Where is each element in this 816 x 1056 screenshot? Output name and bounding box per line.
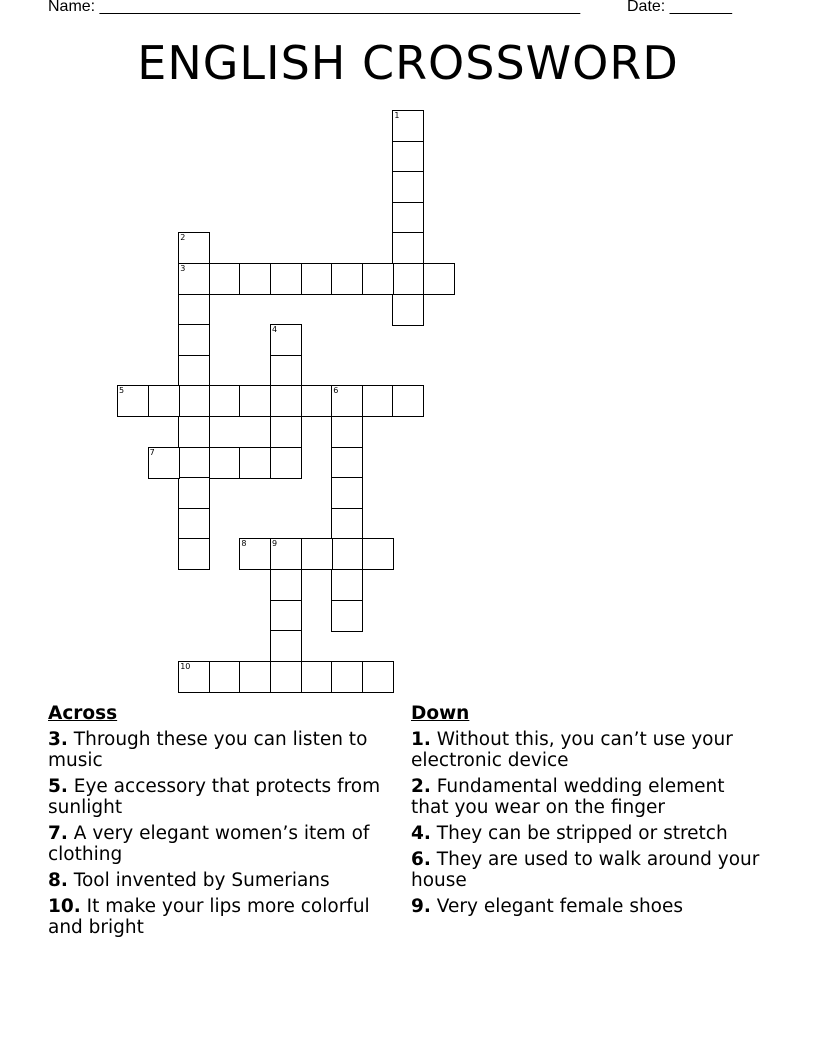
- grid-cell[interactable]: [270, 324, 302, 356]
- grid-cell[interactable]: [362, 661, 394, 693]
- name-field[interactable]: Name: ______________________________________________________: [48, 0, 581, 15]
- grid-cell[interactable]: [301, 661, 333, 693]
- grid-cell[interactable]: [392, 232, 424, 264]
- grid-cell[interactable]: [392, 171, 424, 203]
- grid-cell[interactable]: [331, 661, 363, 693]
- down-clue: [411, 896, 761, 917]
- down-clue: [411, 849, 761, 891]
- clue-number: 9.: [411, 896, 431, 917]
- grid-cell[interactable]: [270, 538, 302, 570]
- grid-cell[interactable]: [270, 416, 302, 448]
- grid-cell[interactable]: [270, 385, 302, 417]
- clue-text: Without this, you can’t use your electronic device: [411, 729, 733, 771]
- grid-cell[interactable]: [178, 538, 210, 570]
- grid-cell[interactable]: [148, 385, 180, 417]
- clue-number: 6.: [411, 849, 431, 870]
- grid-cell[interactable]: [209, 263, 241, 295]
- clue-text: They are used to walk around your house: [411, 849, 760, 891]
- grid-cell[interactable]: [392, 202, 424, 234]
- down-clue: [411, 823, 761, 844]
- clue-number: 4.: [411, 823, 431, 844]
- grid-cell[interactable]: [331, 263, 363, 295]
- clue-text: A very elegant women’s item of clothing: [48, 823, 370, 865]
- grid-cell[interactable]: [270, 600, 302, 632]
- grid-cell[interactable]: [178, 416, 210, 448]
- grid-cell[interactable]: [331, 600, 363, 632]
- across-clues: [48, 703, 398, 943]
- grid-cell[interactable]: [331, 385, 363, 417]
- clue-text: It make your lips more colorful and bright: [48, 896, 370, 938]
- grid-cell[interactable]: [270, 447, 302, 479]
- grid-cell[interactable]: [239, 538, 271, 570]
- clue-text: Very elegant female shoes: [430, 896, 684, 917]
- grid-cell[interactable]: [148, 447, 180, 479]
- clue-text: They can be stripped or stretch: [430, 823, 728, 844]
- clue-text: Eye accessory that protects from sunlight: [48, 776, 381, 818]
- grid-cell[interactable]: [331, 538, 363, 570]
- across-heading: Across: [48, 703, 118, 724]
- grid-cell[interactable]: [239, 263, 271, 295]
- grid-cell[interactable]: [392, 385, 424, 417]
- grid-cell[interactable]: [178, 294, 210, 326]
- grid-cell[interactable]: [209, 661, 241, 693]
- grid-cell[interactable]: [178, 263, 210, 295]
- grid-cell[interactable]: [270, 355, 302, 387]
- clue-number: 5.: [48, 776, 68, 797]
- grid-cell[interactable]: [178, 661, 210, 693]
- clue-number: 10.: [48, 896, 81, 917]
- down-heading: Down: [411, 703, 470, 724]
- across-clue: [48, 729, 398, 771]
- grid-cell[interactable]: [178, 232, 210, 264]
- grid-cell[interactable]: [270, 630, 302, 662]
- grid-cell[interactable]: [301, 385, 333, 417]
- grid-cell[interactable]: [392, 141, 424, 173]
- grid-cell[interactable]: [392, 110, 424, 142]
- clue-number: 8.: [48, 870, 68, 891]
- down-clue: [411, 776, 761, 818]
- grid-cell[interactable]: [239, 447, 271, 479]
- down-clues: [411, 703, 761, 922]
- page-title: ENGLISH CROSSWORD: [137, 36, 679, 90]
- grid-cell[interactable]: [178, 447, 210, 479]
- grid-cell[interactable]: [178, 324, 210, 356]
- clue-number: 10: [180, 661, 191, 671]
- across-clue: [48, 776, 398, 818]
- clue-number: 2: [180, 233, 186, 243]
- grid-cell[interactable]: [270, 661, 302, 693]
- clue-number: 9: [272, 539, 278, 549]
- clue-number: 6: [333, 386, 339, 396]
- clue-number: 8: [241, 539, 247, 549]
- clue-number: 3: [180, 264, 186, 273]
- clue-number: 5: [119, 386, 125, 396]
- clue-number: 7: [149, 447, 155, 457]
- clue-number: 1: [394, 111, 400, 120]
- grid-cell[interactable]: [331, 508, 363, 540]
- grid-cell[interactable]: [239, 661, 271, 693]
- down-clue: [411, 729, 761, 771]
- grid-cell[interactable]: [331, 416, 363, 448]
- clue-text: Through these you can listen to music: [48, 729, 368, 771]
- across-clue: [48, 823, 398, 865]
- clue-number: 2.: [411, 776, 431, 797]
- grid-cell[interactable]: [239, 385, 271, 417]
- grid-cell[interactable]: [392, 294, 424, 326]
- grid-cell[interactable]: [423, 263, 455, 295]
- clue-number: 4: [272, 325, 278, 335]
- across-clue: [48, 896, 398, 938]
- grid-cell[interactable]: [178, 355, 210, 387]
- clue-text: Tool invented by Sumerians: [67, 870, 330, 891]
- grid-cell[interactable]: [209, 385, 241, 417]
- across-clue: [48, 870, 398, 891]
- grid-cell[interactable]: [362, 385, 394, 417]
- grid-cell[interactable]: [301, 263, 333, 295]
- date-field[interactable]: Date: _______: [627, 0, 732, 15]
- grid-cell[interactable]: [331, 447, 363, 479]
- grid-cell[interactable]: [362, 263, 394, 295]
- clue-text: Fundamental wedding element that you wear on the finger: [411, 776, 725, 818]
- grid-cell[interactable]: [362, 538, 394, 570]
- grid-cell[interactable]: [178, 385, 210, 417]
- grid-cell[interactable]: [331, 569, 363, 601]
- grid-cell[interactable]: [392, 263, 424, 295]
- grid-cell[interactable]: [178, 508, 210, 540]
- grid-cell[interactable]: [178, 477, 210, 509]
- clue-number: 1.: [411, 729, 431, 750]
- grid-cell[interactable]: [209, 447, 241, 479]
- clue-number: 3.: [48, 729, 68, 750]
- grid-cell[interactable]: [301, 538, 333, 570]
- grid-cell[interactable]: [117, 385, 149, 417]
- grid-cell[interactable]: [331, 477, 363, 509]
- clue-number: 7.: [48, 823, 68, 844]
- grid-cell[interactable]: [270, 263, 302, 295]
- grid-cell[interactable]: [270, 569, 302, 601]
